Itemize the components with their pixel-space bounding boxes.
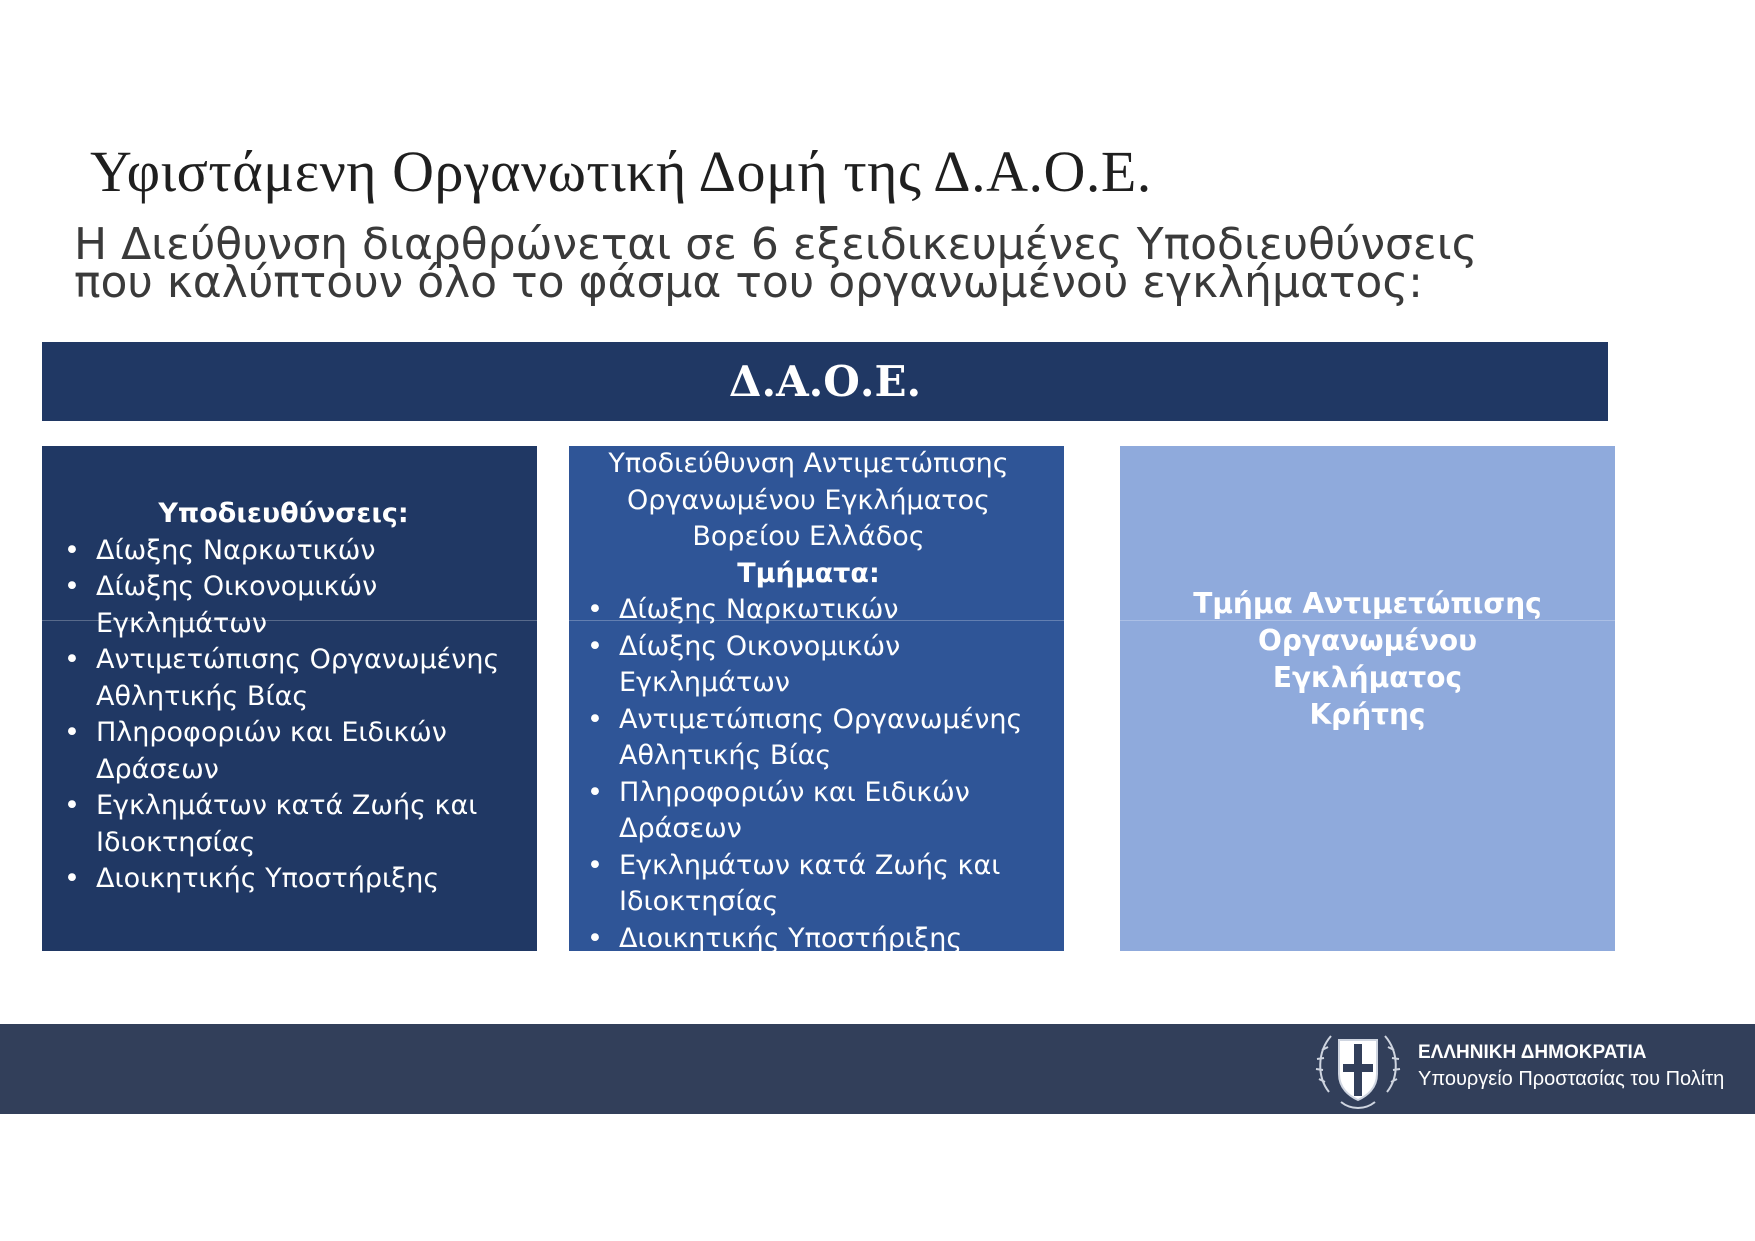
list-item: • Διοικητικής Υποστήριξης	[60, 861, 507, 898]
list-item: • Αντιμετώπισης Οργανωμένης Αθλητικής Βίας	[583, 702, 1034, 775]
org-box-northern-greece	[569, 446, 1064, 954]
list-item: • Δίωξης Οικονομικών Εγκλημάτων	[60, 569, 507, 642]
subtitle-line-2: που καλύπτουν όλο το φάσμα του οργανωμένου εγκλήματος:	[74, 257, 1424, 308]
box1-list	[60, 533, 507, 898]
org-header-label: Δ.Α.Ο.Ε.	[728, 357, 922, 406]
list-item: • Δίωξης Οικονομικών Εγκλημάτων	[583, 629, 1034, 702]
box2-name-line-2: Οργανωμένου Εγκλήματος	[626, 484, 991, 516]
box2-name-line-3: Βορείου Ελλάδος	[692, 521, 925, 552]
box3-label-line-3: Κρήτης	[1309, 697, 1426, 731]
org-header-daoe	[42, 342, 1608, 421]
greek-coat-of-arms-icon	[1313, 1022, 1403, 1114]
list-item: • Πληροφοριών και Ειδικών Δράσεων	[583, 775, 1034, 848]
box2-heading: Τμήματα:	[737, 557, 880, 589]
list-item: • Δίωξης Ναρκωτικών	[583, 592, 1034, 629]
subtitle-line-1: Η Διεύθυνση διαρθρώνεται σε 6 εξειδικευμένες Υποδιευθύνσεις	[74, 219, 1478, 270]
box1-heading: Υποδιευθύνσεις:	[158, 498, 409, 529]
slide-title: Υφιστάμενη Οργανωτική Δομή της Δ.Α.Ο.Ε.	[90, 139, 1152, 204]
footer-republic-label: ΕΛΛΗΝΙΚΗ ΔΗΜΟΚΡΑΤΙΑ	[1418, 1042, 1647, 1063]
org-box-crete	[1120, 446, 1615, 951]
footer-ministry-label: Υπουργείο Προστασίας του Πολίτη	[1418, 1068, 1725, 1090]
list-item: • Αντιμετώπισης Οργανωμένης Αθλητικής Βίας	[60, 642, 507, 715]
org-box-subdirectorates	[42, 446, 537, 951]
list-item: • Δίωξης Ναρκωτικών	[60, 533, 507, 570]
box3-label-line-1: Τμήμα Αντιμετώπισης	[1193, 586, 1542, 620]
slide-subtitle	[74, 219, 1634, 308]
list-item: • Εγκλημάτων κατά Ζωής και Ιδιοκτησίας	[583, 848, 1034, 921]
list-item: • Εγκλημάτων κατά Ζωής και Ιδιοκτησίας	[60, 788, 507, 861]
box2-name-line-1: Υποδιεύθυνση Αντιμετώπισης	[608, 448, 1009, 479]
box3-label	[1160, 585, 1575, 733]
list-item: • Πληροφοριών και Ειδικών Δράσεων	[60, 715, 507, 788]
box3-label-line-2: Οργανωμένου Εγκλήματος	[1258, 623, 1477, 694]
box2-list	[583, 592, 1034, 957]
list-item: • Διοικητικής Υποστήριξης	[583, 921, 1034, 958]
